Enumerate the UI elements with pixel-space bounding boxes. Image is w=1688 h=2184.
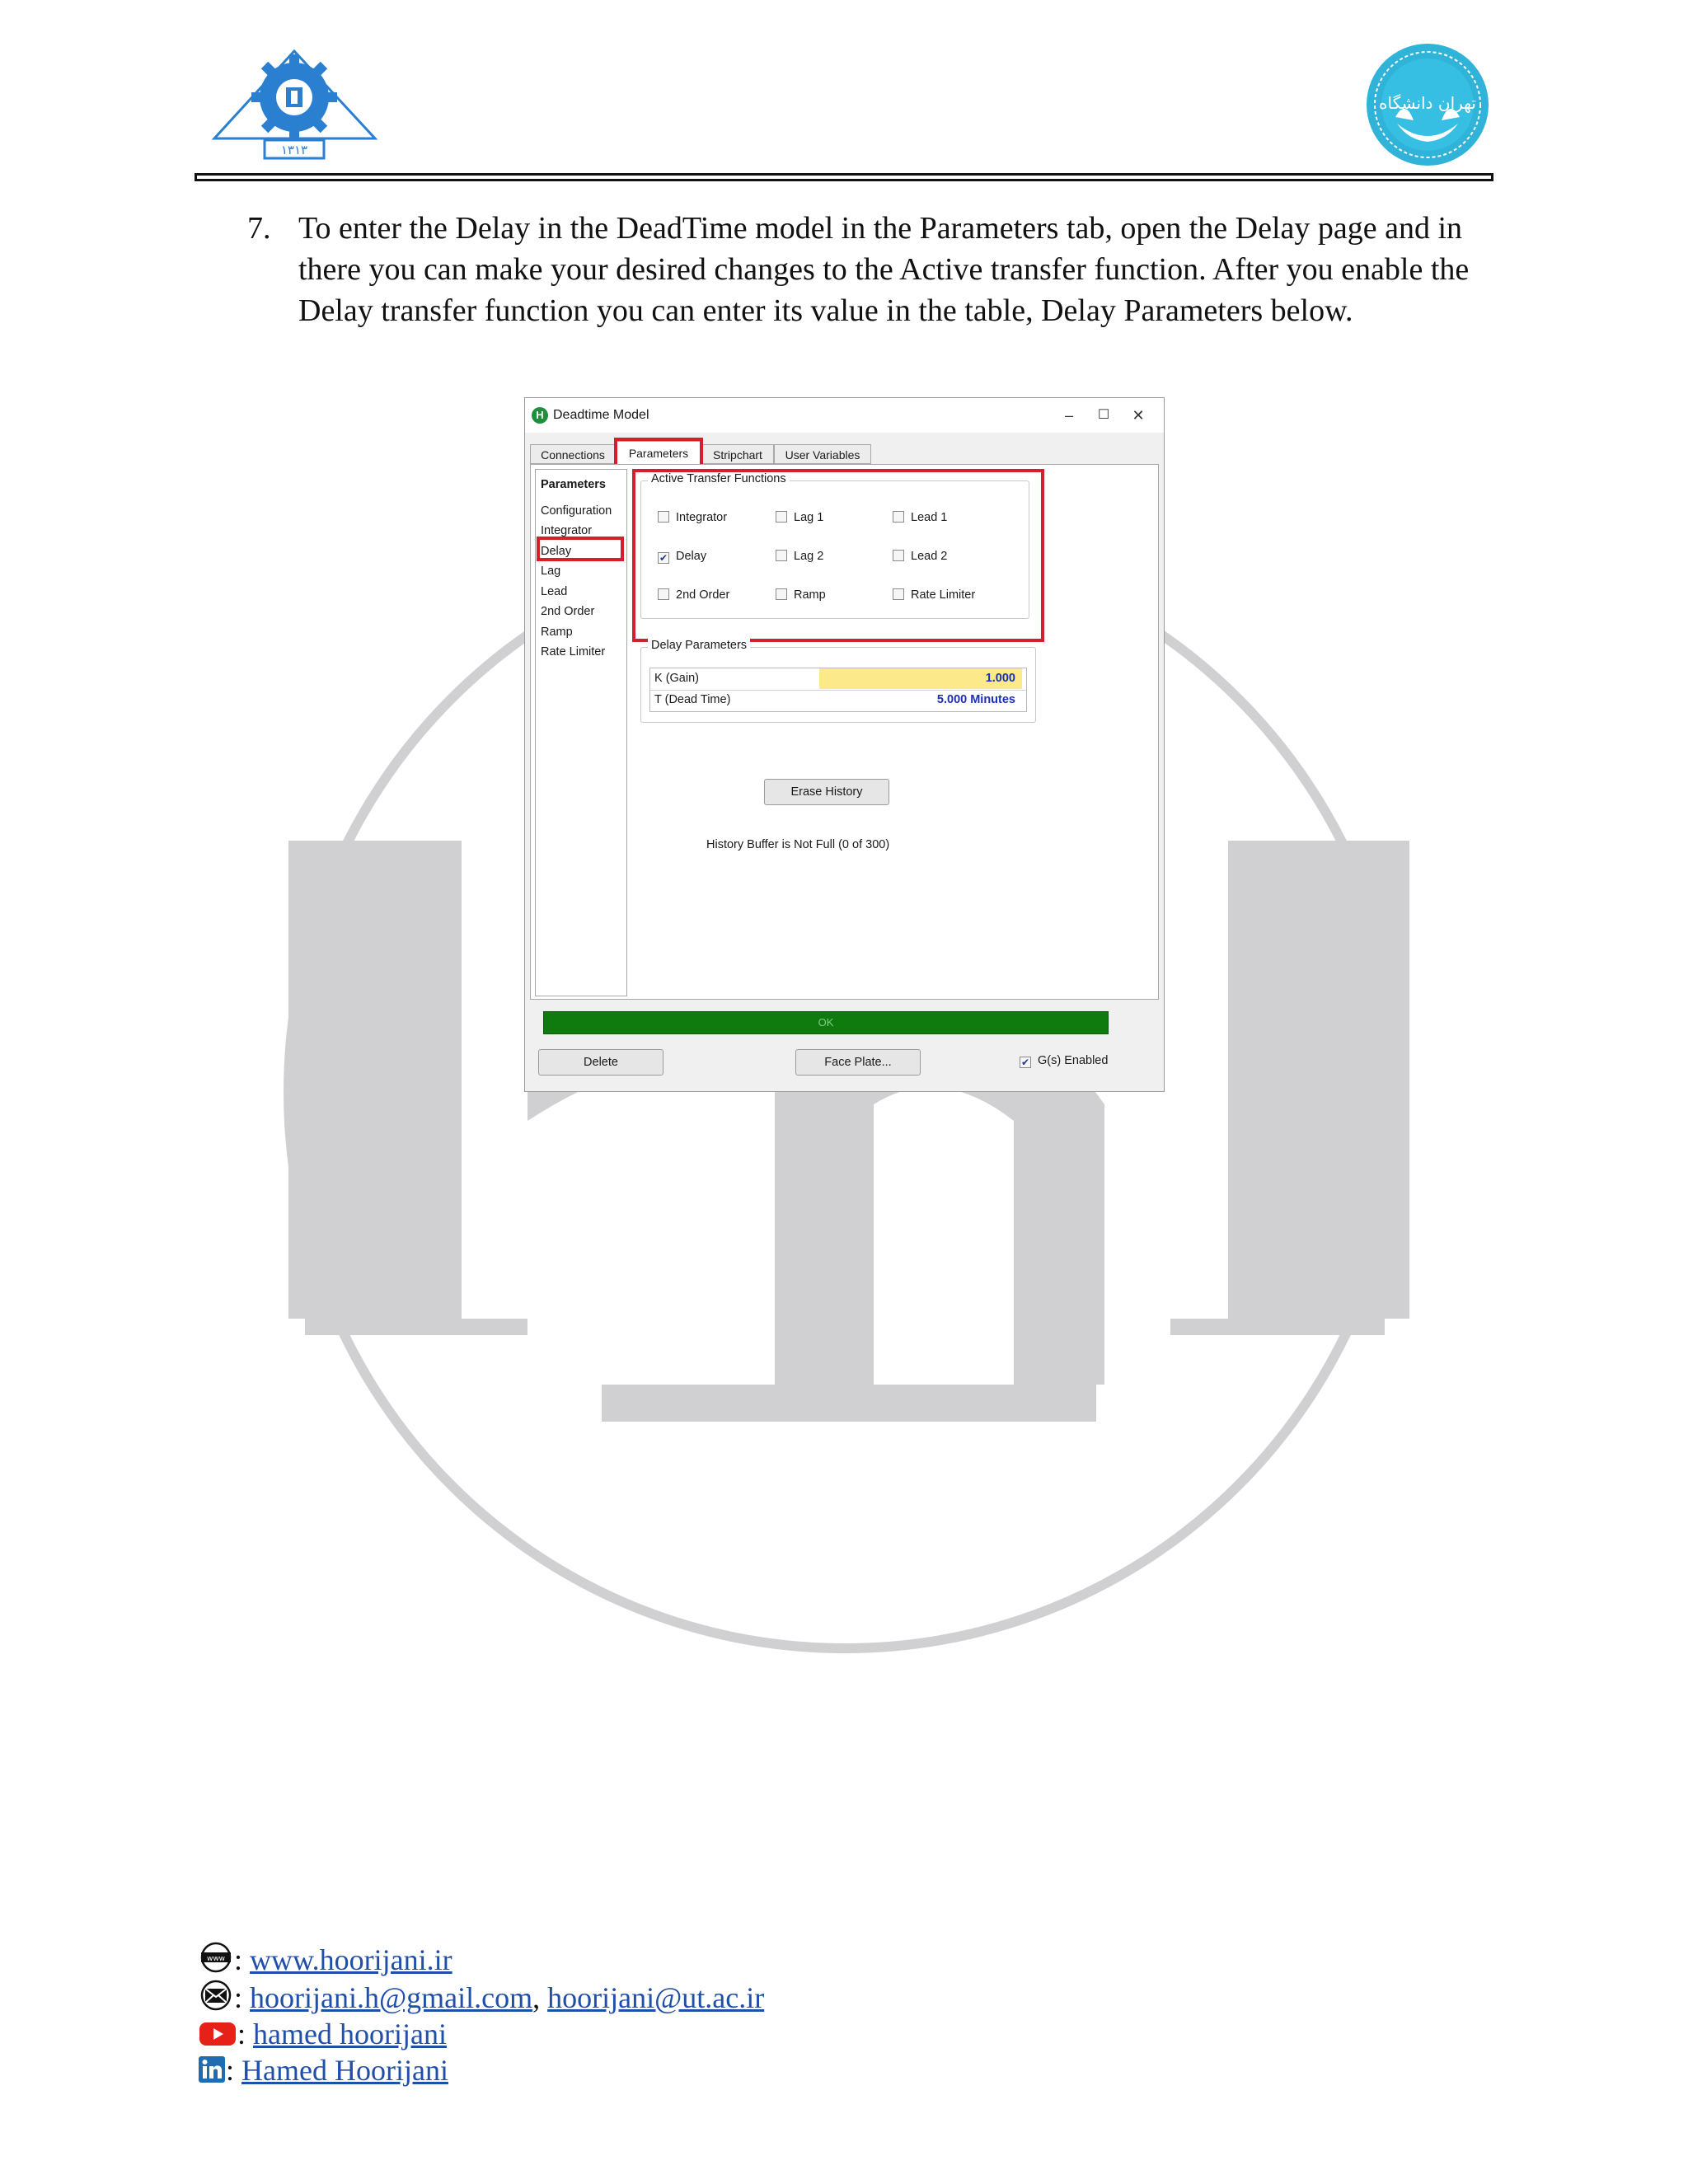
checkbox-label: Integrator [676, 511, 728, 524]
email-link-ut[interactable]: hoorijani@ut.ac.ir [547, 1981, 765, 2014]
tab-user-variables[interactable]: User Variables [774, 444, 871, 464]
checkbox-label: Lead 1 [911, 511, 948, 524]
status-bar: OK [543, 1011, 1109, 1034]
face-plate-button[interactable]: Face Plate... [795, 1049, 921, 1076]
tab-parameters[interactable]: Parameters [616, 441, 701, 466]
nav-item-delay[interactable]: Delay [541, 545, 572, 558]
maximize-button[interactable]: ☐ [1097, 408, 1110, 422]
title-bar [525, 398, 1165, 433]
checkbox-label: Lag 1 [794, 511, 824, 524]
colon: : [234, 1943, 243, 1976]
linkedin-icon [198, 2055, 226, 2083]
colon: : [226, 2054, 235, 2087]
svg-text:www: www [206, 1955, 226, 1963]
checkbox-label: Lag 2 [794, 550, 824, 563]
youtube-icon [198, 2021, 237, 2047]
logo-year-text: ۱۳۱۳ [280, 143, 308, 157]
checkbox-label: Ramp [794, 588, 826, 602]
email-link-gmail[interactable]: hoorijani.h@gmail.com [250, 1981, 533, 2014]
tab-connections[interactable]: Connections [530, 444, 616, 464]
active-tf-title: Active Transfer Functions [648, 472, 790, 485]
table-row [650, 668, 1026, 691]
checkbox-label: 2nd Order [676, 588, 730, 602]
footer-website [198, 1942, 452, 1978]
close-button[interactable]: ✕ [1132, 407, 1145, 424]
table-row [650, 690, 1026, 711]
header-rule [195, 173, 1493, 181]
nav-item-integrator[interactable]: Integrator [541, 524, 593, 537]
website-link[interactable]: www.hoorijani.ir [250, 1943, 452, 1976]
colon: : [234, 1981, 243, 2014]
item-text: To enter the Delay in the DeadTime model in the Parameters tab, open the Delay page and in there you can make your desired changes to the Active transfer function. After you enable the Delay transfer function you can enter its value in the table, Delay Parameters below. [298, 211, 1470, 328]
app-icon: H [532, 407, 548, 424]
colon: : [237, 2018, 246, 2050]
nav-item-configuration[interactable]: Configuration [541, 504, 612, 518]
nav-item-rate-limiter[interactable]: Rate Limiter [541, 645, 606, 658]
footer-email [198, 1980, 764, 2016]
window-title: Deadtime Model [553, 408, 649, 422]
delay-params-title: Delay Parameters [648, 639, 750, 652]
globe-www-icon [198, 1942, 234, 1973]
nav-item-ramp[interactable]: Ramp [541, 626, 573, 639]
check-icon[interactable]: ✔ [1020, 1057, 1030, 1068]
param-value-gain[interactable]: 1.000 [819, 668, 1022, 689]
param-name-gain: K (Gain) [654, 672, 699, 685]
delay-parameters-group [640, 639, 1036, 723]
delay-parameters-table [649, 668, 1027, 712]
nav-heading: Parameters [541, 478, 606, 491]
nav-item-lead[interactable]: Lead [541, 585, 568, 598]
gs-enabled-checkbox[interactable] [1020, 1054, 1108, 1068]
parameters-tab-highlight [614, 438, 703, 467]
nav-item-2nd-order[interactable]: 2nd Order [541, 605, 595, 618]
university-of-tehran-logo [1364, 41, 1492, 169]
linkedin-link[interactable]: Hamed Hoorijani [241, 2054, 448, 2087]
engineering-gear-logo [210, 41, 379, 169]
item-number: 7. [247, 211, 271, 246]
delete-button[interactable]: Delete [538, 1049, 663, 1076]
active-tf-highlight [632, 469, 1044, 642]
check-icon[interactable]: ✔ [659, 552, 668, 564]
checkbox-label: Delay [676, 550, 707, 563]
history-buffer-text: History Buffer is Not Full (0 of 300) [706, 838, 890, 851]
footer-youtube [198, 2016, 447, 2052]
checkbox-label: Rate Limiter [911, 588, 976, 602]
email-separator: , [532, 1981, 541, 2014]
youtube-link[interactable]: hamed hoorijani [253, 2018, 447, 2050]
param-name-dead-time: T (Dead Time) [654, 693, 731, 706]
gs-enabled-label: G(s) Enabled [1038, 1054, 1109, 1067]
logo-persian-text: تهران دانشگاه [1379, 93, 1476, 113]
checkbox-label: Lead 2 [911, 550, 948, 563]
tab-stripchart[interactable]: Stripchart [701, 444, 774, 464]
minimize-button[interactable]: – [1064, 407, 1073, 424]
footer-linkedin [198, 2052, 448, 2088]
param-value-dead-time[interactable]: 5.000 Minutes [936, 693, 1015, 706]
nav-item-lag[interactable]: Lag [541, 565, 561, 578]
erase-history-button[interactable]: Erase History [764, 779, 889, 805]
delay-nav-highlight [537, 537, 624, 561]
email-icon [198, 1980, 234, 2011]
deadtime-model-window [524, 397, 1165, 1092]
